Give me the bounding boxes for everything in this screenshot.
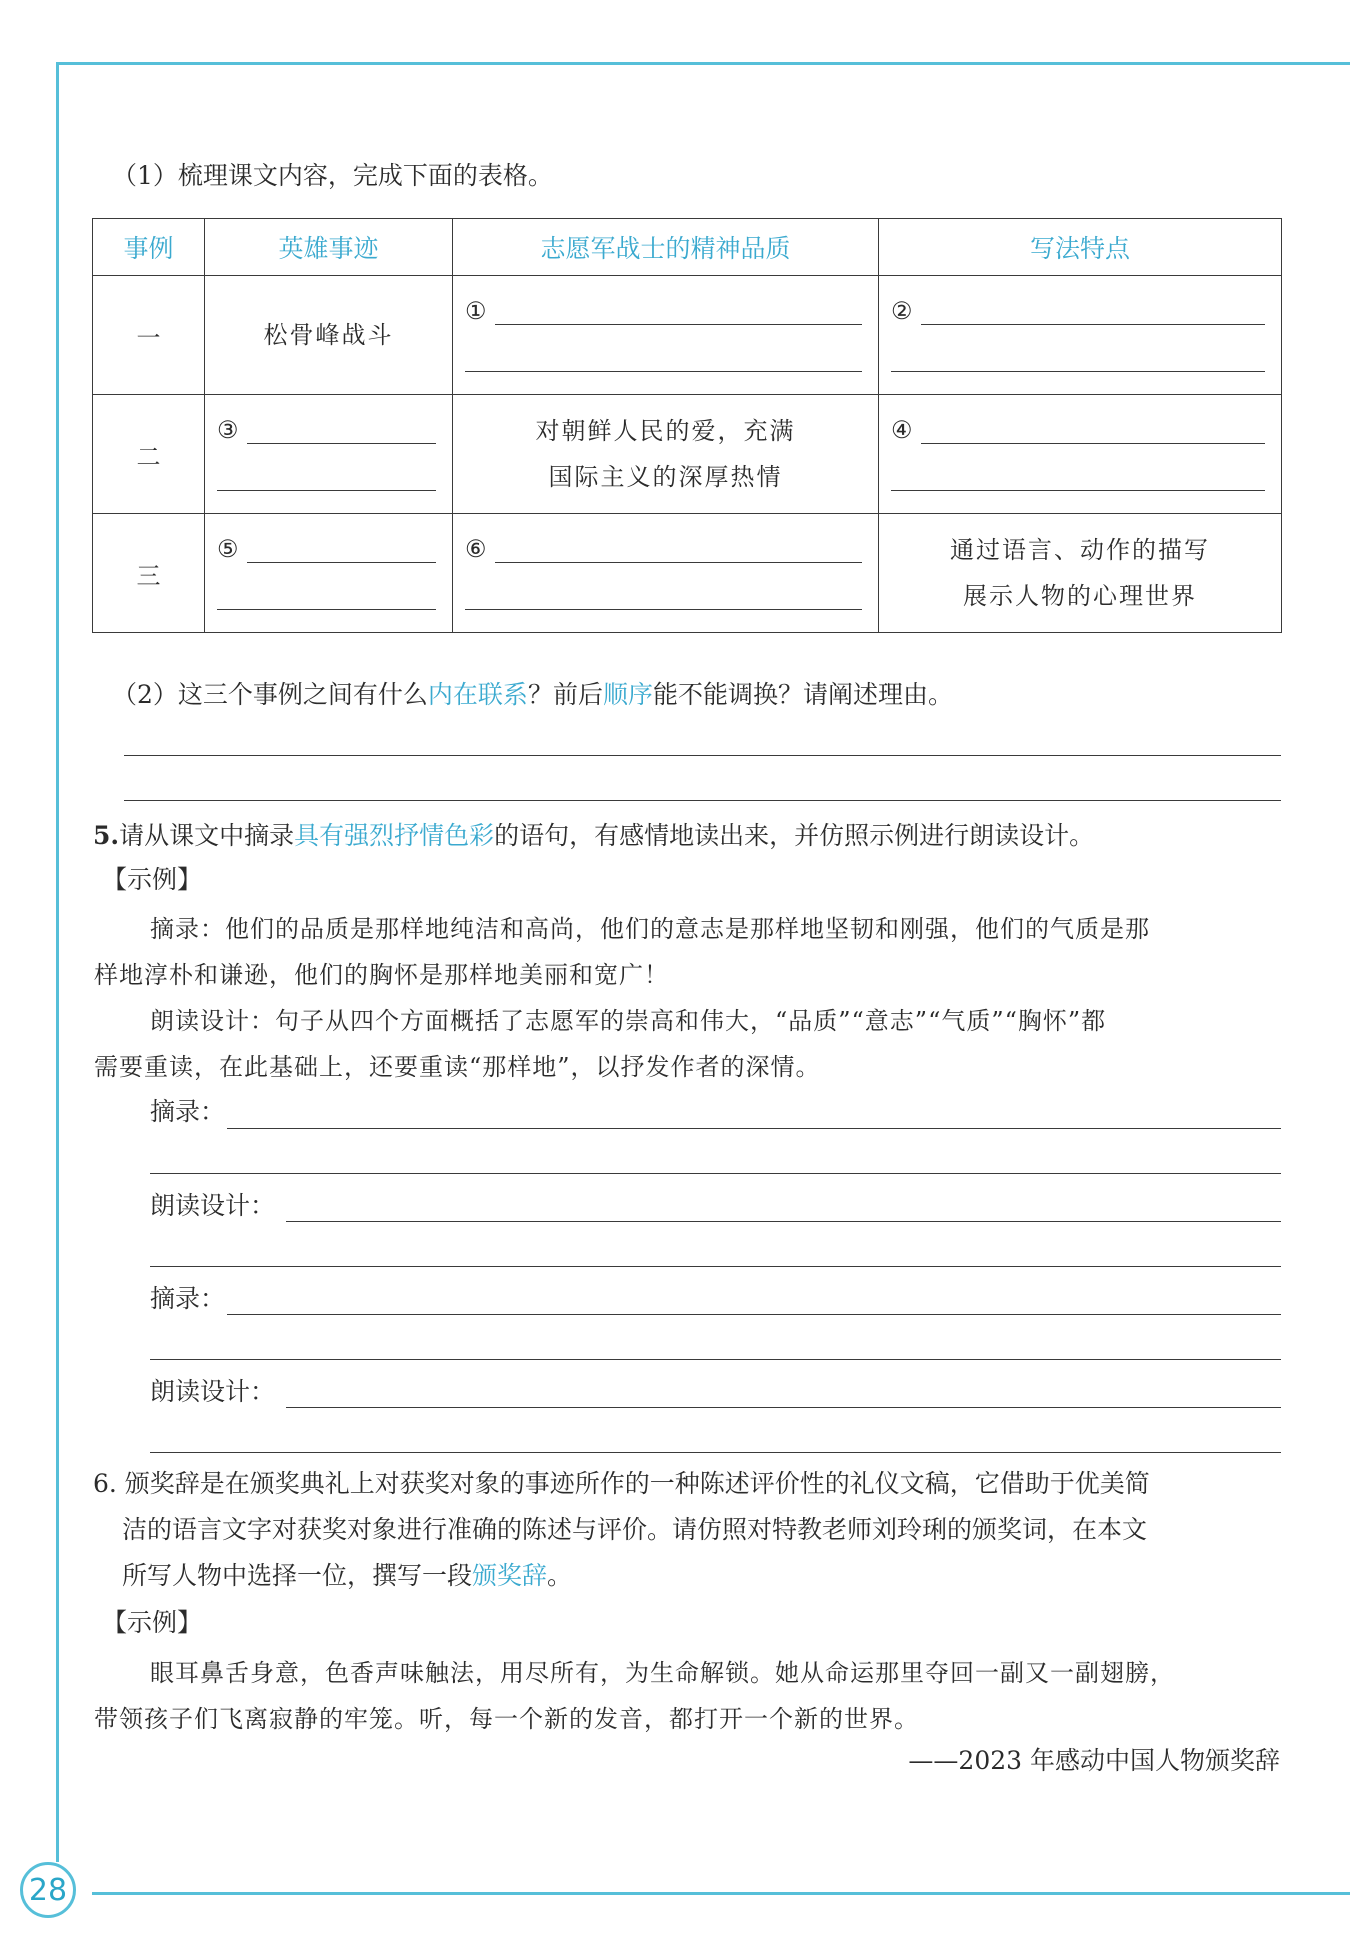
answer-marker: ⑤ xyxy=(217,535,239,563)
quality-cell xyxy=(453,395,879,514)
q4-part2-prompt xyxy=(112,677,953,713)
design-label: 朗读设计： xyxy=(150,1377,276,1406)
answer-line xyxy=(217,490,436,491)
header-writing: 写法特点 xyxy=(879,219,1282,276)
design-answer-line[interactable] xyxy=(150,1266,1281,1267)
answer-line xyxy=(891,490,1265,491)
page-number: 28 xyxy=(20,1862,76,1918)
q5-text: 的语句，有感情地读出来，并仿照示例进行朗读设计。 xyxy=(494,821,1095,850)
deed-answer-cell[interactable] xyxy=(205,395,453,514)
design-answer-line[interactable] xyxy=(286,1407,1281,1408)
q6-example-text: 带领孩子们飞离寂静的牢笼。听，每一个新的发音，都打开一个新的世界。 xyxy=(94,1705,919,1733)
answer-line xyxy=(465,371,862,372)
quality-answer-cell[interactable] xyxy=(453,276,879,395)
case-cell: 一 xyxy=(93,276,205,395)
answer-line[interactable] xyxy=(124,755,1281,756)
answer-marker: ⑥ xyxy=(465,535,487,563)
q4-part1-prompt: （1）梳理课文内容，完成下面的表格。 xyxy=(112,161,553,190)
excerpt-answer-line[interactable] xyxy=(227,1314,1281,1315)
q5-example-label: 【示例】 xyxy=(102,865,203,894)
answer-marker: ① xyxy=(465,297,487,325)
page-frame-bottom xyxy=(92,1892,1350,1895)
q5-example-design: 朗读设计：句子从四个方面概括了志愿军的崇高和伟大，“品质”“意志”“气质”“胸怀”都 xyxy=(150,1007,1107,1035)
q5-example-excerpt: 摘录：他们的品质是那样地纯洁和高尚，他们的意志是那样地坚韧和刚强，他们的气质是那 xyxy=(150,915,1150,943)
quality-text-line: 对朝鲜人民的爱，充满 xyxy=(535,417,796,445)
writing-cell xyxy=(879,514,1282,633)
answer-line xyxy=(921,324,1265,325)
answer-line xyxy=(247,562,436,563)
table-row xyxy=(93,514,1282,633)
header-quality: 志愿军战士的精神品质 xyxy=(453,219,879,276)
q6-prompt-line: 6. 颁奖辞是在颁奖典礼上对获奖对象的事迹所作的一种陈述评价性的礼仪文稿，它借助于优美简 xyxy=(93,1469,1150,1498)
q4-part2-highlight: 顺序 xyxy=(602,680,653,709)
q6-prompt-line xyxy=(122,1558,572,1594)
writing-text-line: 展示人物的心理世界 xyxy=(963,582,1197,610)
q4-part2-text: ？前后 xyxy=(527,680,603,709)
table-row xyxy=(93,276,1282,395)
answer-line xyxy=(247,443,436,444)
answer-line xyxy=(217,609,436,610)
case-cell: 三 xyxy=(93,514,205,633)
answer-line xyxy=(465,609,862,610)
deed-cell xyxy=(205,276,453,395)
page-frame-left xyxy=(56,62,59,1862)
header-deed: 英雄事迹 xyxy=(205,219,453,276)
answer-line xyxy=(495,562,862,563)
answer-line[interactable] xyxy=(124,800,1281,801)
design-answer-line[interactable] xyxy=(150,1452,1281,1453)
q5-text: 请从课文中摘录 xyxy=(119,821,295,850)
design-answer-line[interactable] xyxy=(286,1221,1281,1222)
answer-marker: ② xyxy=(891,297,913,325)
answer-marker: ③ xyxy=(217,416,239,444)
q5-prompt xyxy=(93,818,1094,854)
q6-prompt-line: 洁的语言文字对获奖对象进行准确的陈述与评价。请仿照对特教老师刘玲琍的颁奖词，在本文 xyxy=(122,1515,1148,1544)
q6-text: 所写人物中选择一位，撰写一段 xyxy=(122,1561,473,1590)
writing-answer-cell[interactable] xyxy=(879,395,1282,514)
q5-example-design: 需要重读，在此基础上，还要重读“那样地”，以抒发作者的深情。 xyxy=(94,1053,821,1081)
case-cell: 二 xyxy=(93,395,205,514)
q5-number: 5. xyxy=(93,821,120,850)
q4-part2-text: （2）这三个事例之间有什么 xyxy=(112,680,428,709)
table-row xyxy=(93,395,1282,514)
q4-part2-highlight: 内在联系 xyxy=(427,680,528,709)
q6-example-label: 【示例】 xyxy=(102,1608,203,1637)
answer-line xyxy=(921,443,1265,444)
page-frame-top xyxy=(56,62,1350,65)
q4-part2-text: 能不能调换？请阐述理由。 xyxy=(652,680,953,709)
design-label: 朗读设计： xyxy=(150,1191,276,1220)
quality-answer-cell[interactable] xyxy=(453,514,879,633)
writing-answer-cell[interactable] xyxy=(879,276,1282,395)
excerpt-label: 摘录： xyxy=(150,1284,226,1313)
excerpt-answer-line[interactable] xyxy=(150,1359,1281,1360)
answer-line xyxy=(891,371,1265,372)
excerpt-answer-line[interactable] xyxy=(227,1128,1281,1129)
excerpt-answer-line[interactable] xyxy=(150,1173,1281,1174)
header-case: 事例 xyxy=(93,219,205,276)
writing-text-line: 通过语言、动作的描写 xyxy=(950,536,1210,564)
q5-highlight: 具有强烈抒情色彩 xyxy=(294,821,495,850)
deed-answer-cell[interactable] xyxy=(205,514,453,633)
q6-example-source: ——2023 年感动中国人物颁奖辞 xyxy=(908,1746,1280,1775)
quality-text-line: 国际主义的深厚热情 xyxy=(548,463,783,491)
excerpt-label: 摘录： xyxy=(150,1097,226,1126)
q6-highlight: 颁奖辞 xyxy=(472,1561,548,1590)
q6-example-text: 眼耳鼻舌身意，色香声味触法，用尽所有，为生命解锁。她从命运那里夺回一副又一副翅膀， xyxy=(150,1659,1175,1687)
answer-line xyxy=(495,324,862,325)
q5-example-excerpt: 样地淳朴和谦逊，他们的胸怀是那样地美丽和宽广！ xyxy=(94,961,669,989)
deed-text: 松骨峰战斗 xyxy=(263,321,394,349)
q6-text: 。 xyxy=(547,1561,573,1590)
summary-table xyxy=(92,218,1282,633)
answer-marker: ④ xyxy=(891,416,913,444)
table-header-row xyxy=(93,219,1282,276)
